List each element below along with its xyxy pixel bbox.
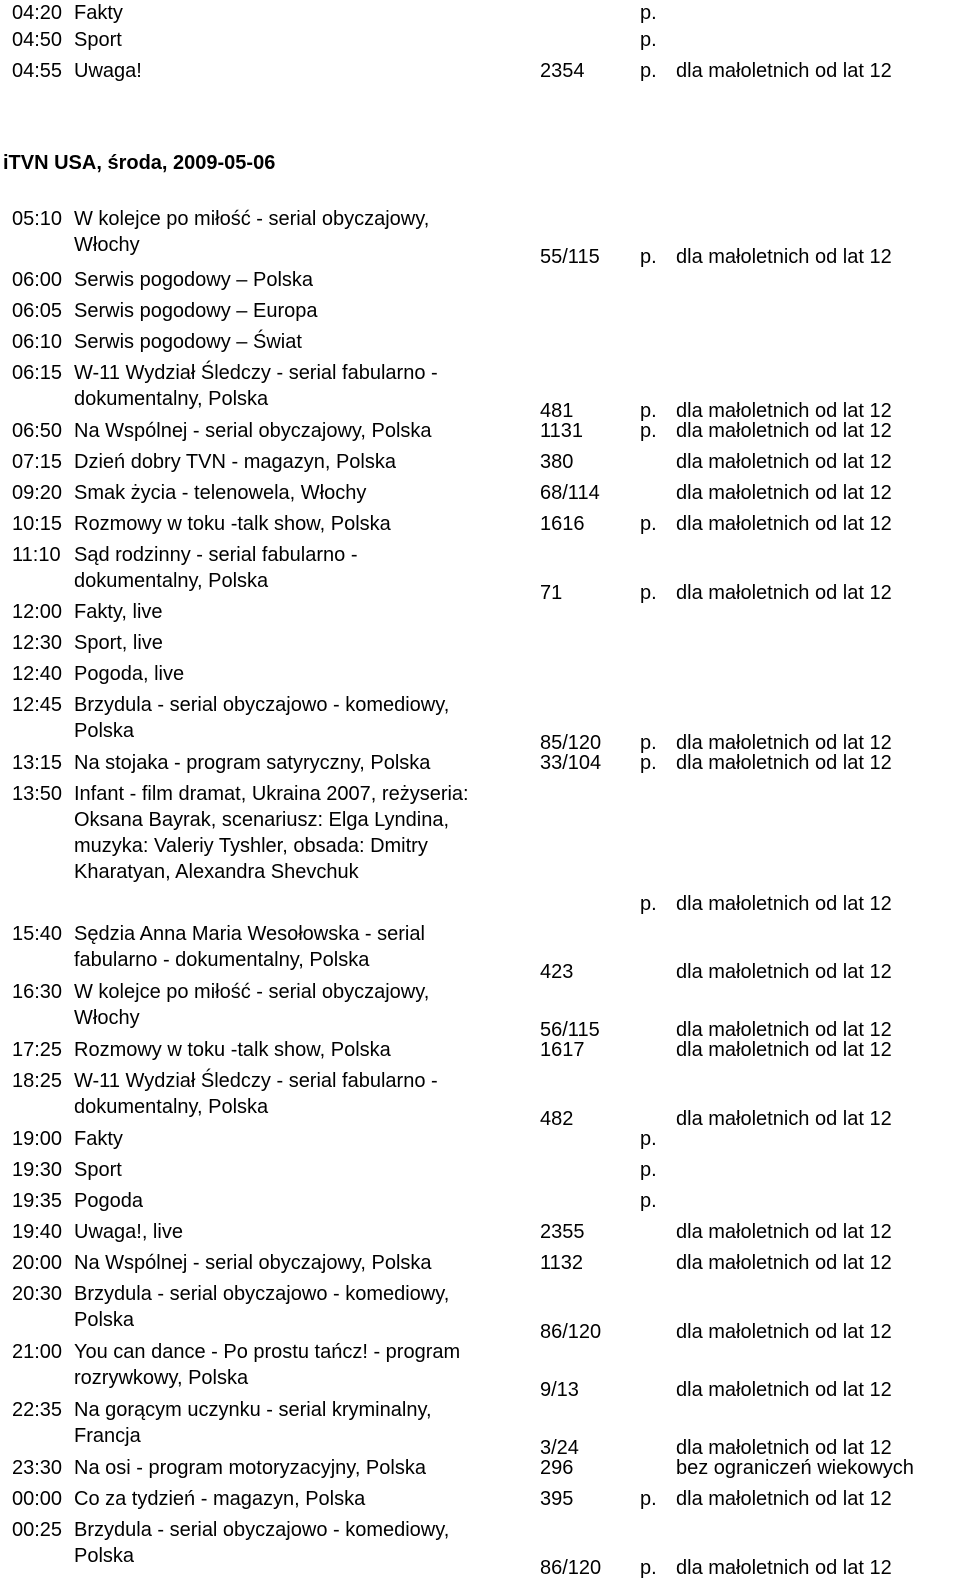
age-rating: dla małoletnich od lat 12: [676, 400, 892, 422]
program-title: Dzień dobry TVN - magazyn, Polska: [74, 451, 396, 473]
episode-number: 86/120: [540, 1557, 602, 1579]
program-title: Brzydula - serial obyczajowo - komediowy, Polska: [74, 1519, 450, 1567]
age-rating: dla małoletnich od lat 12: [676, 1039, 892, 1061]
premiere-marker: p.: [640, 420, 657, 442]
program-title: Serwis pogodowy – Polska: [74, 269, 314, 291]
episode-number: 482: [540, 1108, 574, 1130]
episode-number: 423: [540, 961, 574, 983]
age-rating: dla małoletnich od lat 12: [676, 1252, 892, 1274]
program-time: 21:00: [12, 1341, 63, 1363]
program-time: 12:30: [12, 632, 63, 654]
channel-date-header: iTVN USA, środa, 2009-05-06: [3, 152, 276, 174]
age-rating: dla małoletnich od lat 12: [676, 420, 892, 442]
program-time: 07:15: [12, 451, 63, 473]
program-time: 20:00: [12, 1252, 63, 1274]
program-time: 06:00: [12, 269, 63, 291]
program-time: 04:20: [12, 2, 63, 24]
program-time: 06:10: [12, 331, 63, 353]
program-time: 12:45: [12, 694, 63, 716]
program-time: 22:35: [12, 1399, 63, 1421]
premiere-marker: p.: [640, 1557, 657, 1579]
program-time: 00:25: [12, 1519, 63, 1541]
episode-number: 55/115: [540, 246, 600, 268]
program-title: Co za tydzień - magazyn, Polska: [74, 1488, 366, 1510]
episode-number: 481: [540, 400, 574, 422]
program-title: Infant - film dramat, Ukraina 2007, reżyseria: Oksana Bayrak, scenariusz: Elga Lyndina, muzyka: Valeriy Tyshler, obsada: Dmitry Kharatyan, Alexandra Shevchuk: [74, 783, 469, 883]
age-rating: dla małoletnich od lat 12: [676, 1321, 892, 1343]
premiere-marker: p.: [640, 400, 657, 422]
program-title: Smak życia - telenowela, Włochy: [74, 482, 367, 504]
program-title: W-11 Wydział Śledczy - serial fabularno - dokumentalny, Polska: [74, 1070, 438, 1118]
age-rating: dla małoletnich od lat 12: [676, 513, 892, 535]
program-time: 04:55: [12, 60, 63, 82]
premiere-marker: p.: [640, 513, 657, 535]
episode-number: 2355: [540, 1221, 585, 1243]
program-time: 13:15: [12, 752, 63, 774]
episode-number: 296: [540, 1457, 574, 1479]
program-time: 06:50: [12, 420, 63, 442]
program-title: Sąd rodzinny - serial fabularno - dokumentalny, Polska: [74, 544, 358, 592]
episode-number: 1132: [540, 1252, 584, 1274]
episode-number: 1131: [540, 420, 584, 442]
age-rating: dla małoletnich od lat 12: [676, 1488, 892, 1510]
program-time: 00:00: [12, 1488, 63, 1510]
age-rating: dla małoletnich od lat 12: [676, 582, 892, 604]
premiere-marker: p.: [640, 893, 657, 915]
premiere-marker: p.: [640, 582, 657, 604]
premiere-marker: p.: [640, 60, 657, 82]
program-title: Uwaga!: [74, 60, 142, 82]
episode-number: 395: [540, 1488, 574, 1510]
episode-number: 85/120: [540, 732, 602, 754]
age-rating: dla małoletnich od lat 12: [676, 1108, 892, 1130]
program-title: Serwis pogodowy – Europa: [74, 300, 318, 322]
program-title: Pogoda: [74, 1190, 143, 1212]
age-rating: dla małoletnich od lat 12: [676, 893, 892, 915]
premiere-marker: p.: [640, 1190, 657, 1212]
program-time: 17:25: [12, 1039, 63, 1061]
program-title: Uwaga!, live: [74, 1221, 183, 1243]
program-time: 15:40: [12, 923, 63, 945]
premiere-marker: p.: [640, 2, 657, 24]
program-time: 19:40: [12, 1221, 63, 1243]
premiere-marker: p.: [640, 752, 657, 774]
program-time: 09:20: [12, 482, 63, 504]
program-time: 05:10: [12, 208, 63, 230]
program-title: Brzydula - serial obyczajowo - komediowy, Polska: [74, 1283, 450, 1331]
program-time: 10:15: [12, 513, 63, 535]
program-title: W kolejce po miłość - serial obyczajowy, Włochy: [74, 981, 430, 1029]
program-title: You can dance - Po prostu tańcz! - program rozrywkowy, Polska: [74, 1341, 461, 1389]
premiere-marker: p.: [640, 246, 657, 268]
program-title: Fakty: [74, 1128, 123, 1150]
premiere-marker: p.: [640, 29, 657, 51]
episode-number: 68/114: [540, 482, 600, 504]
program-time: 23:30: [12, 1457, 63, 1479]
age-rating: dla małoletnich od lat 12: [676, 60, 892, 82]
program-time: 11:10: [12, 544, 61, 566]
program-time: 06:05: [12, 300, 63, 322]
program-title: W kolejce po miłość - serial obyczajowy, Włochy: [74, 208, 430, 256]
program-time: 19:30: [12, 1159, 63, 1181]
program-time: 12:40: [12, 663, 63, 685]
episode-number: 33/104: [540, 752, 602, 774]
age-rating: dla małoletnich od lat 12: [676, 752, 892, 774]
episode-number: 3/24: [540, 1437, 579, 1459]
age-rating: dla małoletnich od lat 12: [676, 1221, 892, 1243]
program-title: Na stojaka - program satyryczny, Polska: [74, 752, 431, 774]
age-rating: dla małoletnich od lat 12: [676, 1557, 892, 1579]
program-time: 12:00: [12, 601, 63, 623]
program-title: W-11 Wydział Śledczy - serial fabularno - dokumentalny, Polska: [74, 362, 438, 410]
program-title: Pogoda, live: [74, 663, 185, 685]
program-title: Sport: [74, 29, 122, 51]
program-time: 04:50: [12, 29, 63, 51]
age-rating: dla małoletnich od lat 12: [676, 1019, 892, 1041]
program-title: Sędzia Anna Maria Wesołowska - serial fabularno - dokumentalny, Polska: [74, 923, 425, 971]
age-rating: dla małoletnich od lat 12: [676, 1379, 892, 1401]
age-rating: dla małoletnich od lat 12: [676, 1437, 892, 1459]
episode-number: 1617: [540, 1039, 585, 1061]
episode-number: 2354: [540, 60, 585, 82]
program-title: Rozmowy w toku -talk show, Polska: [74, 513, 391, 535]
program-title: Na Wspólnej - serial obyczajowy, Polska: [74, 1252, 432, 1274]
premiere-marker: p.: [640, 1488, 657, 1510]
program-title: Na Wspólnej - serial obyczajowy, Polska: [74, 420, 432, 442]
episode-number: 1616: [540, 513, 585, 535]
program-title: Sport, live: [74, 632, 163, 654]
episode-number: 9/13: [540, 1379, 579, 1401]
age-rating: dla małoletnich od lat 12: [676, 451, 892, 473]
program-time: 19:35: [12, 1190, 63, 1212]
premiere-marker: p.: [640, 1128, 657, 1150]
program-time: 20:30: [12, 1283, 63, 1305]
age-rating: dla małoletnich od lat 12: [676, 482, 892, 504]
program-title: Fakty, live: [74, 601, 163, 623]
program-title: Rozmowy w toku -talk show, Polska: [74, 1039, 391, 1061]
program-time: 13:50: [12, 783, 63, 805]
premiere-marker: p.: [640, 1159, 657, 1181]
age-rating: dla małoletnich od lat 12: [676, 961, 892, 983]
episode-number: 56/115: [540, 1019, 600, 1041]
program-time: 18:25: [12, 1070, 63, 1092]
episode-number: 71: [540, 582, 563, 604]
program-time: 16:30: [12, 981, 63, 1003]
premiere-marker: p.: [640, 732, 657, 754]
age-rating: dla małoletnich od lat 12: [676, 732, 892, 754]
episode-number: 380: [540, 451, 574, 473]
program-title: Fakty: [74, 2, 123, 24]
program-title: Na gorącym uczynku - serial kryminalny, Francja: [74, 1399, 432, 1447]
program-title: Na osi - program motoryzacyjny, Polska: [74, 1457, 426, 1479]
episode-number: 86/120: [540, 1321, 602, 1343]
program-title: Sport: [74, 1159, 122, 1181]
program-title: Brzydula - serial obyczajowo - komediowy, Polska: [74, 694, 450, 742]
age-rating: dla małoletnich od lat 12: [676, 246, 892, 268]
program-time: 06:15: [12, 362, 63, 384]
program-time: 19:00: [12, 1128, 63, 1150]
program-title: Serwis pogodowy – Świat: [74, 331, 302, 353]
age-rating: bez ograniczeń wiekowych: [676, 1457, 914, 1479]
